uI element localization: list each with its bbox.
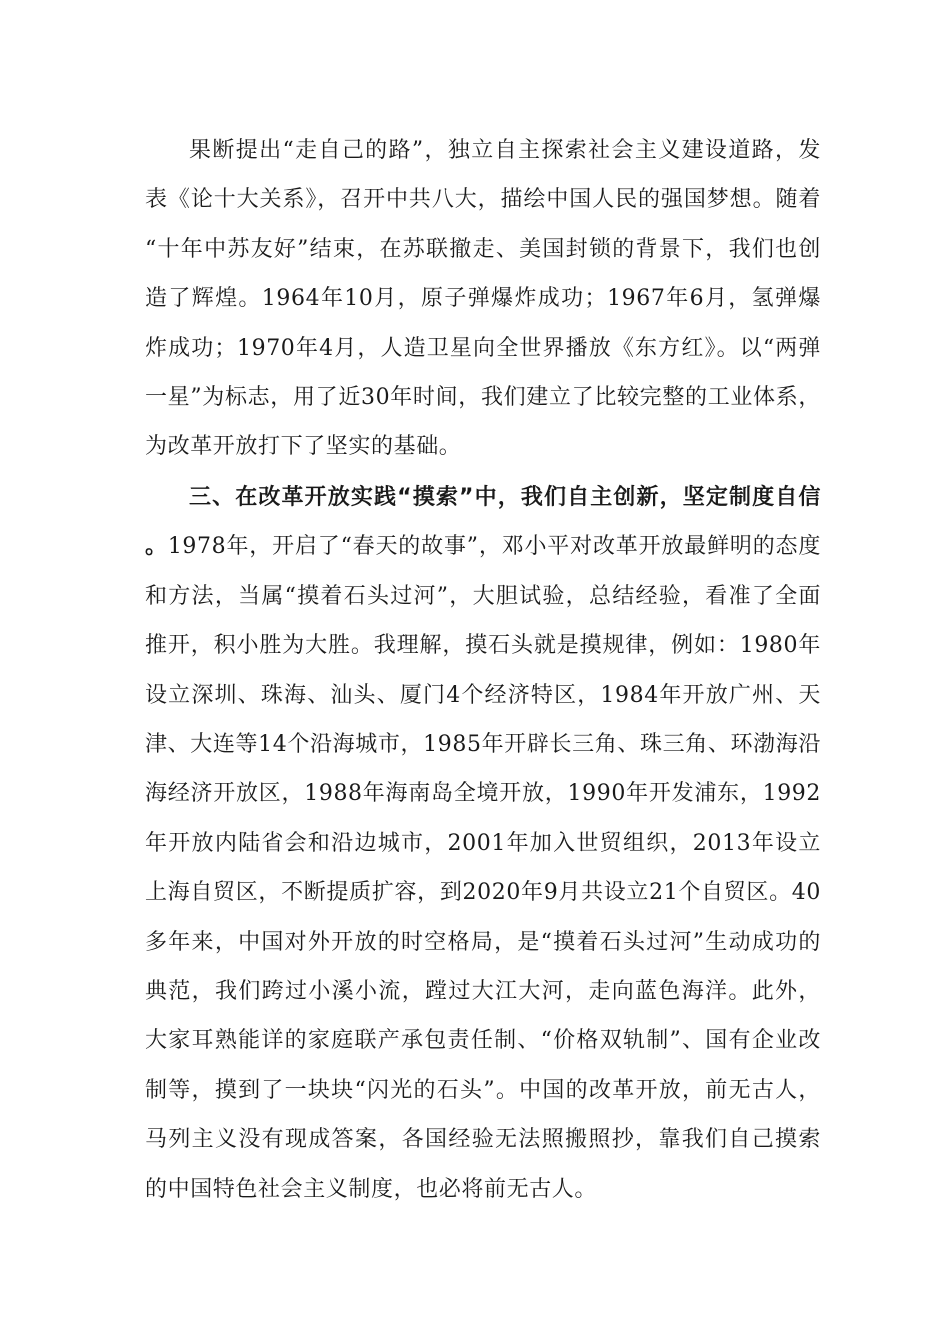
section-body-text: 1978年，开启了“春天的故事”，邓小平对改革开放最鲜明的态度和方法，当属“摸着石头过河”，大胆试验，总结经验，看准了全面推开，积小胜为大胜。我理解，摸石头就是摸规律，例如：1980年设立深圳、珠海、汕头、厦门4个经济特区，1984年开放广州、天津、大连等14个沿海城市，1985年开辟长三角、珠三角、环渤海沿海经济开放区，1988年海南岛全境开放，1990年开发浦东，1992年开放内陆省会和沿边城市，2001年加入世贸组织，2013年设立上海自贸区，不断提质扩容，到2020年9月共设立21个自贸区。40多年来，中国对外开放的时空格局，是“摸着石头过河”生动成功的典范，我们跨过小溪小流，蹚过大江大河，走向蓝色海洋。此外，大家耳熟能详的家庭联产承包责任制、“价格双轨制”、国有企业改制等，摸到了一块块“闪光的石头”。中国的改革开放，前无古人，马列主义没有现成答案，各国经验无法照搬照抄，靠我们自己摸索的中国特色社会主义制度，也必将前无古人。: [145, 534, 821, 1202]
body-paragraph: 果断提出“走自己的路”，独立自主探索社会主义建设道路，发表《论十大关系》，召开中共八大，描绘中国人民的强国梦想。随着“十年中苏友好”结束，在苏联撤走、美国封锁的背景下，我们也创造了辉煌。1964年10月，原子弹爆炸成功；1967年6月，氢弹爆炸成功；1970年4月，人造卫星向全世界播放《东方红》。以“两弹一星”为标志，用了近30年时间，我们建立了比较完整的工业体系，为改革开放打下了坚实的基础。: [145, 138, 821, 460]
section-paragraph: [145, 473, 821, 1214]
section-heading: 三、在改革开放实践“摸索”中，我们自主创新，坚定制度自信。: [145, 485, 821, 560]
